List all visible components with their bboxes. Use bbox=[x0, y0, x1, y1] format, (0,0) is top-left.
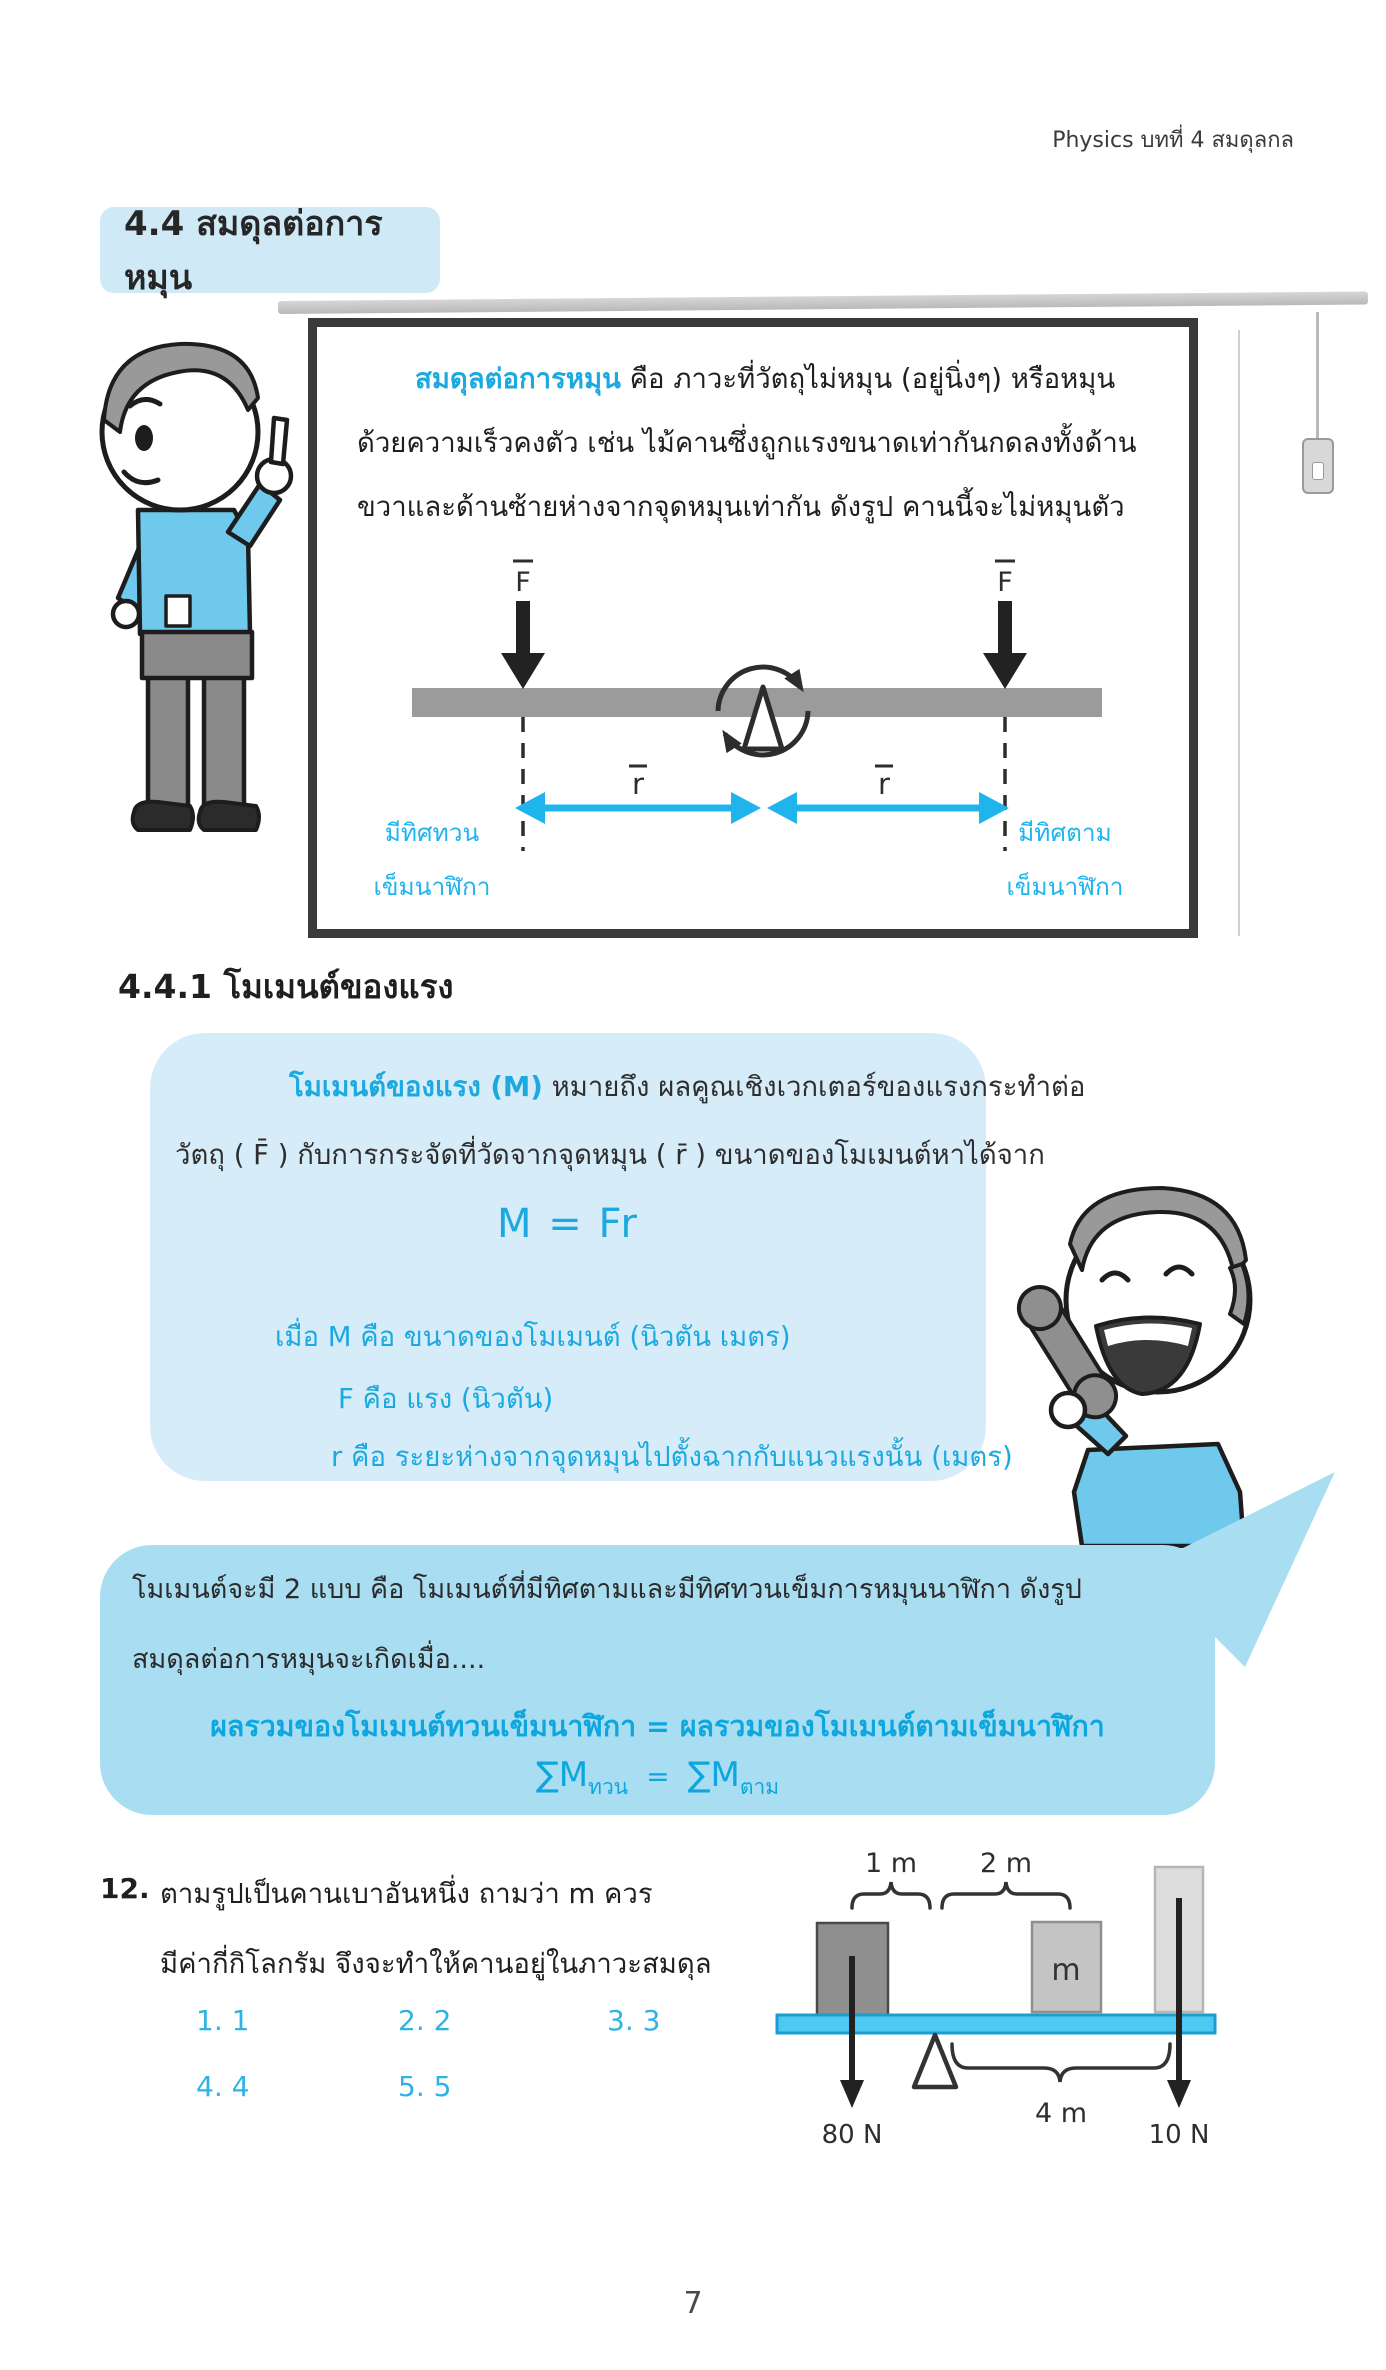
board-intro-highlight: สมดุลต่อการหมุน bbox=[415, 363, 621, 395]
projector-rail bbox=[278, 291, 1368, 314]
sum-ccw: ∑M bbox=[535, 1755, 589, 1795]
board-intro-line-3: ขวาและด้านซ้ายห่างจากจุดหมุนเท่ากัน ดังรูป คานนี้จะไม่หมุนตัว bbox=[357, 491, 1125, 523]
brace-2m bbox=[942, 1882, 1070, 1908]
radius-label-right bbox=[875, 766, 893, 801]
pull-cord-handle-hole bbox=[1312, 462, 1324, 480]
bubble-line-1: โมเมนต์จะมี 2 แบบ คือ โมเมนต์ที่มีทิศตามและมีทิศทวนเข็มการหมุนนาฬิกา ดังรูป bbox=[132, 1574, 1082, 1605]
speech-bubble bbox=[100, 1545, 1215, 1815]
page-header: Physics บทที่ 4 สมดุลกล bbox=[1052, 128, 1294, 153]
question-line-1: ตามรูปเป็นคานเบาอันหนึ่ง ถามว่า m ควร bbox=[160, 1878, 653, 1910]
moment-box-line-1 bbox=[175, 1065, 1086, 1109]
board-intro-line-2: ด้วยความเร็วคงตัว เช่น ไม้คานซึ่งถูกแรงขนาดเท่ากันกดลงทั้งด้าน bbox=[357, 427, 1137, 459]
svg-text:r: r bbox=[632, 767, 644, 801]
moment-def-r: r คือ ระยะห่างจากจุดหมุนไปตั้งฉากกับแนวแรงนั้น (เมตร) bbox=[331, 1441, 1013, 1473]
dist-4m-label: 4 m bbox=[1034, 2098, 1088, 2129]
brace-4m bbox=[952, 2044, 1170, 2082]
section-title bbox=[100, 204, 440, 298]
board-intro-text bbox=[317, 347, 1189, 539]
mass-label: m bbox=[1051, 1953, 1081, 1988]
board-intro-line-1 bbox=[357, 347, 1155, 411]
pull-cord bbox=[1316, 312, 1319, 440]
moment-box-highlight: โมเมนต์ของแรง (M) bbox=[289, 1071, 543, 1103]
moment-box-line-1-rest: หมายถึง ผลคูณเชิงเวกเตอร์ของแรงกระทำต่อ bbox=[542, 1071, 1086, 1103]
svg-text:เข็มนาฬิกา: เข็มนาฬิกา bbox=[1006, 872, 1124, 901]
choice-3: 3. 3 bbox=[607, 2004, 661, 2037]
force-arrow-left-icon bbox=[501, 561, 545, 689]
dist-1m-label: 1 m bbox=[864, 1848, 918, 1879]
svg-text:มีทิศตาม: มีทิศตาม bbox=[1018, 818, 1112, 847]
beam-diagram bbox=[317, 545, 1189, 920]
svg-text:F: F bbox=[515, 567, 531, 598]
moment-def-F: F คือ แรง (นิวตัน) bbox=[338, 1383, 554, 1415]
question-diagram bbox=[770, 1838, 1345, 2158]
moment-formula: M = Fr bbox=[497, 1201, 639, 1247]
question-pivot-icon bbox=[914, 2035, 956, 2087]
choice-4: 4. 4 bbox=[196, 2070, 250, 2103]
question-beam bbox=[777, 2015, 1215, 2033]
moment-definition-box bbox=[150, 1033, 1086, 1481]
ccw-caption bbox=[373, 818, 490, 901]
board-intro-line-1-rest: คือ ภาวะที่วัตถุไม่หมุน (อยู่นิ่งๆ) หรือหมุน bbox=[620, 363, 1116, 395]
whiteboard-frame bbox=[308, 318, 1198, 938]
distance-braces bbox=[852, 1882, 1170, 2082]
dist-2m-label: 2 m bbox=[979, 1848, 1033, 1879]
svg-text:เข็มนาฬิกา: เข็มนาฬิกา bbox=[373, 872, 491, 901]
svg-text:F: F bbox=[997, 567, 1013, 598]
sum-ccw-sub: ทวน bbox=[588, 1774, 629, 1799]
svg-text:r: r bbox=[878, 767, 890, 801]
sum-cw-sub: ตาม bbox=[739, 1774, 780, 1799]
svg-text:10 N: 10 N bbox=[1148, 2120, 1210, 2150]
screen-edge-line bbox=[1238, 330, 1240, 936]
bubble-equality: ผลรวมของโมเมนต์ทวนเข็มนาฬิกา = ผลรวมของโมเมนต์ตามเข็มนาฬิกา bbox=[210, 1710, 1105, 1743]
svg-text:80 N: 80 N bbox=[821, 2120, 883, 2150]
question-number: 12. bbox=[100, 1872, 150, 1905]
bubble-sum-equation bbox=[100, 1755, 1215, 1804]
cartoon-boy-pointing bbox=[78, 300, 308, 875]
question-line-2: มีค่ากี่กิโลกรัม จึงจะทำให้คานอยู่ในภาวะสมดุล bbox=[160, 1948, 712, 1980]
bubble-line-2: สมดุลต่อการหมุนจะเกิดเมื่อ.... bbox=[132, 1644, 486, 1675]
choice-1: 1. 1 bbox=[196, 2004, 250, 2037]
radius-label-left bbox=[629, 766, 647, 801]
svg-text:มีทิศทวน: มีทิศทวน bbox=[384, 818, 480, 847]
moment-box-line-2: วัตถุ ( F̄ ) กับการกระจัดที่วัดจากจุดหมุน ( r̄ ) ขนาดของโมเมนต์หาได้จาก bbox=[175, 1139, 1045, 1171]
moment-def-M: เมื่อ M คือ ขนาดของโมเมนต์ (นิวตัน เมตร) bbox=[275, 1321, 791, 1353]
section-title-label: 4.4 สมดุลต่อการหมุน bbox=[124, 204, 383, 298]
equals-sign: = bbox=[646, 1760, 670, 1793]
page-number: 7 bbox=[683, 2286, 703, 2321]
sum-cw: ∑M bbox=[687, 1755, 740, 1795]
brace-1m bbox=[852, 1882, 930, 1908]
subsection-title: 4.4.1 โมเมนต์ของแรง bbox=[118, 967, 454, 1006]
force-arrow-right-icon bbox=[983, 561, 1027, 689]
choice-5: 5. 5 bbox=[398, 2070, 452, 2103]
choice-2: 2. 2 bbox=[398, 2004, 452, 2037]
cw-caption bbox=[1006, 818, 1123, 901]
